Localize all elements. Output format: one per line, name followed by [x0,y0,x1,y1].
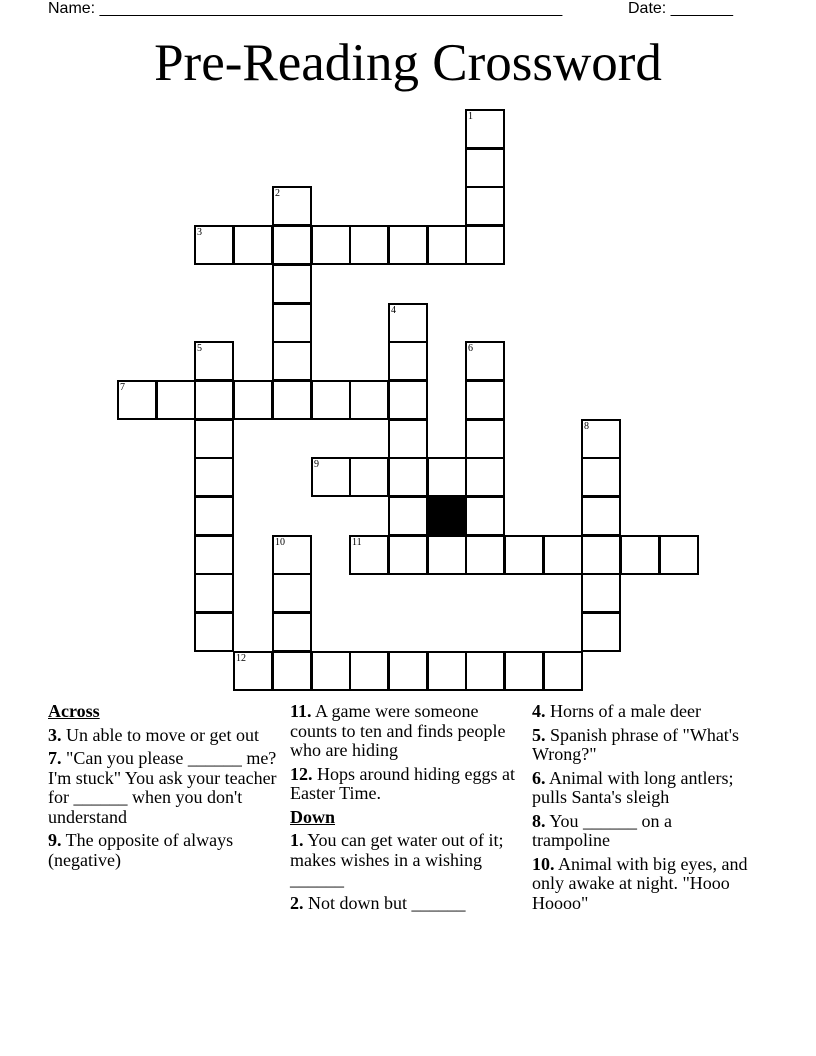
clue-number: 3. [48,724,62,745]
crossword-cell[interactable] [194,612,234,652]
crossword-cell[interactable] [272,573,312,613]
crossword-cell[interactable] [349,651,389,691]
crossword-cell[interactable] [427,651,467,691]
clue-text: Horns of a male deer [545,701,701,721]
crossword-cell[interactable] [156,380,196,420]
crossword-cell[interactable] [349,457,389,497]
crossword-cell[interactable] [620,535,660,575]
clue-text: Spanish phrase of "What's Wrong?" [532,724,740,764]
clue-number: 7. [48,748,62,768]
crossword-cell[interactable] [465,496,505,536]
clue-down-4 [532,702,750,722]
clue-text: Animal with long antlers; pulls Santa's sleigh [532,767,734,807]
crossword-cell[interactable] [194,341,234,381]
crossword-cell[interactable] [465,148,505,188]
clue-text: You can get water out of it; makes wishes in a wishing ______ [290,830,504,889]
clue-column-2 [290,702,522,917]
crossword-cell[interactable] [581,419,621,459]
crossword-cell[interactable] [311,651,351,691]
crossword-cell[interactable] [311,457,351,497]
clue-down-6 [532,769,750,808]
clue-number-label: 11 [352,537,362,548]
clue-text: "Can you please ______ me? I'm stuck" You ask your teacher for ______ when you don't understand [48,748,277,827]
clue-number: 5. [532,724,546,745]
crossword-cell[interactable] [581,457,621,497]
clue-number: 12. [290,763,313,784]
crossword-cell[interactable] [659,535,699,575]
crossword-cell[interactable] [194,225,234,265]
crossword-cell[interactable] [465,341,505,381]
crossword-cell[interactable] [465,109,505,149]
crossword-cell[interactable] [427,225,467,265]
clue-down-10 [532,855,750,914]
clue-text: A game were someone counts to ten and finds people who are hiding [290,701,506,760]
clue-column-3 [532,702,750,917]
clue-down-2 [290,894,522,914]
clue-text: The opposite of always (negative) [48,830,234,870]
crossword-cell[interactable] [465,419,505,459]
crossword-cell[interactable] [543,651,583,691]
crossword-cell[interactable] [272,303,312,343]
crossword-cell[interactable] [272,264,312,304]
clue-column-1 [48,702,278,874]
clue-number: 2. [290,892,304,913]
clue-text: Animal with big eyes, and only awake at night. "Hooo Hoooo" [532,853,748,913]
crossword-cell[interactable] [194,535,234,575]
crossword-cell[interactable] [427,457,467,497]
crossword-cell[interactable] [194,380,234,420]
clue-number: 4. [532,701,546,721]
crossword-cell[interactable] [427,535,467,575]
clue-number-label: 5 [197,343,202,354]
crossword-cell[interactable] [465,186,505,226]
clue-number-label: 3 [197,227,202,238]
crossword-cell[interactable] [465,380,505,420]
crossword-cell[interactable] [388,651,428,691]
crossword-cell[interactable] [349,535,389,575]
clue-number: 6. [532,767,546,788]
date-field[interactable]: Date: _______ [628,0,733,17]
clue-down-8 [532,812,750,851]
crossword-cell[interactable] [233,380,273,420]
crossword-cell[interactable] [581,573,621,613]
crossword-cell[interactable] [272,186,312,226]
crossword-cell[interactable] [194,457,234,497]
crossword-cell[interactable] [388,535,428,575]
crossword-cell[interactable] [388,457,428,497]
crossword-cell[interactable] [117,380,157,420]
clue-text: Not down but ______ [303,892,466,913]
across-heading: Across [48,701,100,721]
crossword-cell[interactable] [272,380,312,420]
clue-down-1 [290,831,522,890]
crossword-cell[interactable] [272,651,312,691]
crossword-cell[interactable] [233,225,273,265]
clue-across-3 [48,726,278,746]
crossword-cell[interactable] [388,303,428,343]
crossword-cell[interactable] [543,535,583,575]
clue-number-label: 1 [468,111,473,122]
clue-number: 11. [290,701,312,721]
crossword-cell[interactable] [581,612,621,652]
crossword-cell[interactable] [504,535,544,575]
clue-number-label: 9 [314,459,319,470]
crossword-black-cell [427,496,467,536]
crossword-cell[interactable] [233,651,273,691]
clue-number: 9. [48,830,62,850]
crossword-cell[interactable] [272,341,312,381]
crossword-cell[interactable] [349,380,389,420]
crossword-cell[interactable] [388,225,428,265]
crossword-cell[interactable] [388,419,428,459]
crossword-cell[interactable] [465,457,505,497]
crossword-cell[interactable] [194,496,234,536]
down-heading: Down [290,806,336,827]
clue-number: 8. [532,810,546,831]
crossword-cell[interactable] [388,380,428,420]
clue-number-label: 10 [275,537,285,548]
clue-number-label: 7 [120,382,125,393]
clue-number-label: 12 [236,653,246,664]
crossword-cell[interactable] [465,225,505,265]
page-title: Pre-Reading Crossword [154,34,662,92]
crossword-cell[interactable] [504,651,544,691]
clue-number-label: 2 [275,188,280,199]
clue-number-label: 4 [391,305,396,316]
clue-across-11 [290,702,522,761]
clue-text: Hops around hiding eggs at Easter Time. [290,763,515,803]
crossword-cell[interactable] [349,225,389,265]
clue-across-9 [48,831,278,870]
clue-text: Un able to move or get out [61,724,259,745]
crossword-cell[interactable] [272,225,312,265]
clue-number-label: 6 [468,343,473,354]
crossword-cell[interactable] [465,651,505,691]
crossword-cell[interactable] [272,612,312,652]
crossword-cell[interactable] [311,380,351,420]
clue-text: You ______ on a trampoline [532,810,673,850]
crossword-cell[interactable] [194,573,234,613]
crossword-cell[interactable] [465,535,505,575]
crossword-cell[interactable] [272,535,312,575]
crossword-cell[interactable] [194,419,234,459]
clue-down-5 [532,726,750,765]
crossword-cell[interactable] [388,341,428,381]
crossword-cell[interactable] [388,496,428,536]
crossword-cell[interactable] [581,535,621,575]
clue-number-label: 8 [584,421,589,432]
name-field[interactable]: Name: ____________________________________________________ [48,0,563,17]
clue-number: 1. [290,830,304,850]
clue-across-12 [290,765,522,804]
clue-across-7 [48,749,278,827]
crossword-cell[interactable] [311,225,351,265]
clue-number: 10. [532,853,555,874]
crossword-cell[interactable] [581,496,621,536]
